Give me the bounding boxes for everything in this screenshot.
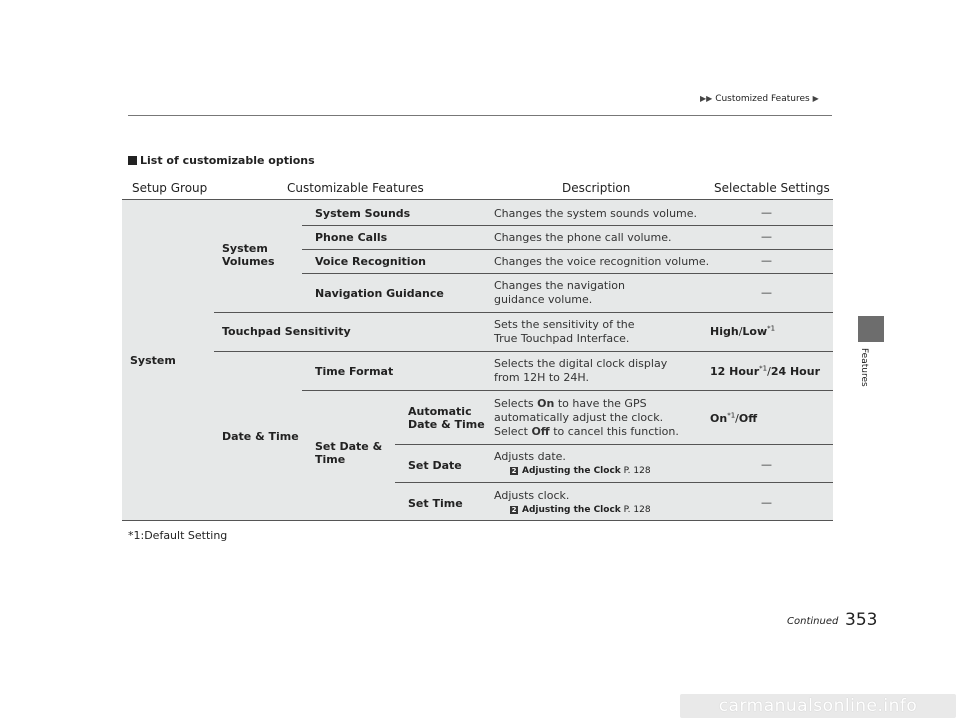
header-rule <box>128 115 832 116</box>
ref-adjusting-clock-link[interactable]: 2 Adjusting the Clock P. 128 <box>511 466 651 476</box>
square-bullet-icon <box>128 156 137 165</box>
row-divider <box>214 351 833 352</box>
triangle-right-icon: ▶▶ <box>700 94 713 103</box>
setting-system-sounds: — <box>761 206 772 219</box>
options-table <box>122 200 833 521</box>
row-divider <box>302 390 833 391</box>
set-date-time-label: Set Date & Time <box>315 440 383 466</box>
page-number: 353 <box>845 610 878 630</box>
side-tab-label: Features <box>859 348 869 387</box>
setting-time-format: 12 Hour$^{*1}$/24 Hour <box>710 364 820 378</box>
desc-time-format: Selects the digital clock display from 12H to 24H. <box>494 357 668 384</box>
reference-arrow-icon: 2 <box>511 467 517 475</box>
col-header-description: Description <box>562 181 631 195</box>
breadcrumb-label: Customized Features <box>715 94 810 104</box>
desc-phone-calls: Changes the phone call volume. <box>494 231 672 244</box>
setting-navigation-guidance: — <box>761 286 772 299</box>
desc-navigation-guidance: Changes the navigation guidance volume. <box>494 279 625 306</box>
feature-automatic-date-time: Automatic Date & Time <box>408 405 485 431</box>
setting-set-time: — <box>761 496 772 509</box>
desc-automatic-date-time: Selects On to have the GPS automatically adjust the clock. Select Off to cancel this function. <box>494 397 679 438</box>
setting-voice-recognition: — <box>761 254 772 267</box>
footnote: *1:Default Setting <box>128 529 228 542</box>
feature-navigation-guidance: Navigation Guidance <box>315 287 444 300</box>
reference-arrow-icon: 2 <box>511 506 517 514</box>
desc-set-time: Adjusts clock. <box>494 489 570 502</box>
row-divider <box>302 273 833 274</box>
feature-phone-calls: Phone Calls <box>315 231 388 244</box>
feature-system-sounds: System Sounds <box>315 207 411 220</box>
row-divider <box>302 249 833 250</box>
group-system: System <box>130 354 176 367</box>
col-header-customizable-features: Customizable Features <box>287 181 424 195</box>
feature-touchpad-sensitivity: Touchpad Sensitivity <box>222 325 351 338</box>
system-volumes-label: System Volumes <box>222 242 275 268</box>
col-header-setup-group: Setup Group <box>132 181 208 195</box>
setting-automatic-date-time: On$^{*1}$/Off <box>710 411 758 425</box>
triangle-right-icon: ▶ <box>812 94 819 103</box>
ref-adjusting-clock-link[interactable]: 2 Adjusting the Clock P. 128 <box>511 505 651 515</box>
table-bottom-rule <box>122 520 833 521</box>
setting-set-date: — <box>761 458 772 471</box>
date-time-label: Date & Time <box>222 430 299 443</box>
setting-phone-calls: — <box>761 230 772 243</box>
feature-time-format: Time Format <box>315 365 394 378</box>
section-heading: List of customizable options <box>128 154 315 167</box>
col-header-selectable-settings: Selectable Settings <box>714 181 830 195</box>
feature-set-date: Set Date <box>408 459 462 472</box>
watermark: carmanualsonline.info <box>680 694 956 718</box>
desc-set-date: Adjusts date. <box>494 450 566 463</box>
continued-label: Continued <box>787 616 839 627</box>
row-divider <box>395 444 833 445</box>
feature-voice-recognition: Voice Recognition <box>315 255 426 268</box>
desc-touchpad-sensitivity: Sets the sensitivity of the True Touchpad Interface. <box>494 318 635 345</box>
desc-system-sounds: Changes the system sounds volume. <box>494 207 698 220</box>
feature-set-time: Set Time <box>408 497 463 510</box>
row-divider <box>395 482 833 483</box>
row-divider <box>214 312 833 313</box>
row-divider <box>302 225 833 226</box>
section-tab-marker <box>858 316 884 342</box>
setting-touchpad-sensitivity: High/Low$^{*1}$ <box>710 324 776 338</box>
desc-voice-recognition: Changes the voice recognition volume. <box>494 255 710 268</box>
breadcrumb[interactable] <box>700 94 819 104</box>
